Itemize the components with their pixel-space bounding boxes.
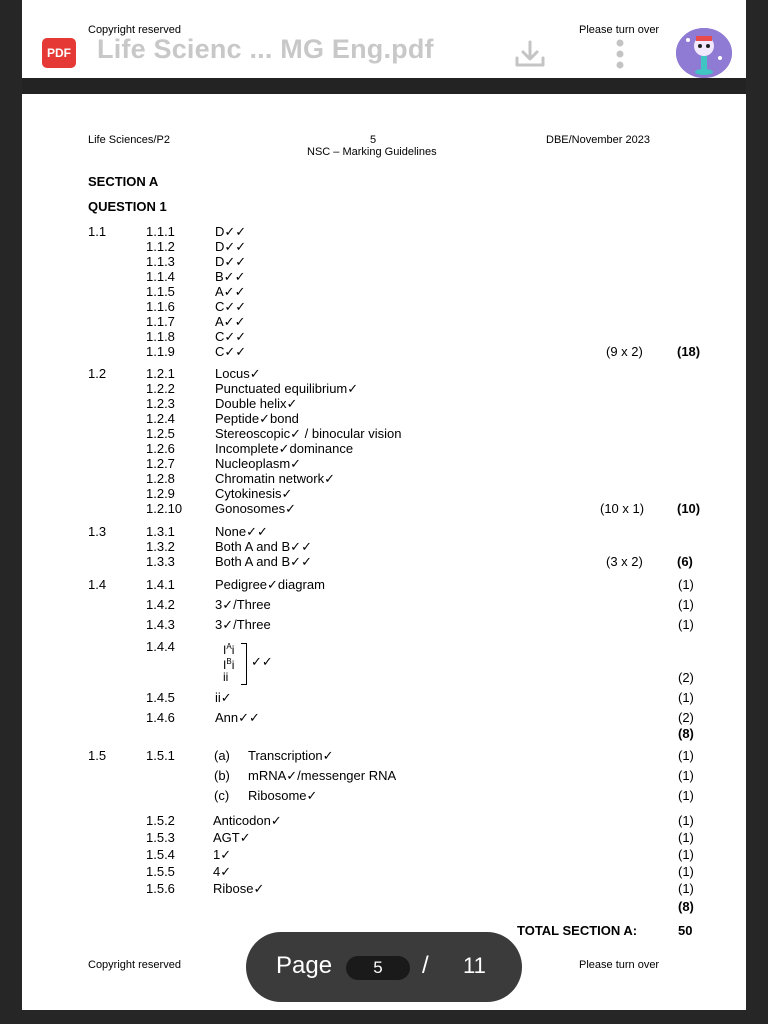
item-answer: None✓✓ (215, 524, 268, 539)
item-number: 1.3.3 (146, 554, 175, 569)
question-total: (8) (678, 726, 694, 741)
item-answer: C✓✓ (215, 329, 247, 344)
item-number: 1.3.2 (146, 539, 175, 554)
item-marks: (1) (678, 577, 694, 592)
marks-calculation: (10 x 1) (600, 501, 645, 516)
item-answer: D✓✓ (215, 239, 247, 254)
item-answer: Ribose✓ (213, 881, 265, 896)
item-answer: Chromatin network✓ (215, 471, 335, 486)
part-answer: Ribosome✓ (248, 788, 318, 803)
page-header-number: 5 (370, 134, 377, 146)
page-count: 11 (463, 953, 486, 978)
page-navigator (246, 932, 522, 1002)
item-number: 1.4.5 (146, 690, 175, 705)
section-title: SECTION A (88, 174, 159, 189)
question-total: (18) (677, 344, 701, 359)
item-answer: Gonosomes✓ (215, 501, 296, 516)
page-footer-left: Copyright reserved (88, 959, 181, 971)
item-answer: Cytokinesis✓ (215, 486, 293, 501)
item-marks: (1) (678, 830, 694, 845)
question-number: 1.5 (88, 748, 107, 763)
item-number: 1.2.3 (146, 396, 175, 411)
bottom-bar (0, 1010, 768, 1024)
part-answer: mRNA✓/messenger RNA (248, 768, 397, 783)
marks-calculation: (3 x 2) (606, 554, 643, 569)
item-marks: (2) (678, 670, 694, 685)
page-footer-right: Please turn over (579, 959, 660, 971)
item-number: 1.2.10 (146, 501, 183, 516)
item-answer: 4✓ (213, 864, 232, 879)
item-answer: C✓✓ (215, 299, 247, 314)
item-answer: Nucleoplasm✓ (215, 456, 302, 471)
page-header-subject: Life Sciences/P2 (88, 134, 170, 146)
item-marks: (1) (678, 690, 694, 705)
item-number: 1.2.1 (146, 366, 175, 381)
item-answer: B✓✓ (215, 269, 246, 284)
item-marks: (1) (678, 864, 694, 879)
item-answer: ii✓ (215, 690, 232, 705)
item-number: 1.1.4 (146, 269, 175, 284)
item-answer: Pedigree✓diagram (215, 577, 325, 592)
item-marks: (1) (678, 617, 694, 632)
genotype-ticks: ✓✓ (251, 654, 273, 669)
item-number: 1.2.9 (146, 486, 175, 501)
item-answer: Both A and B✓✓ (215, 539, 312, 554)
item-number: 1.4.4 (146, 639, 175, 654)
item-marks: (1) (678, 597, 694, 612)
more-vertical-icon (610, 38, 630, 70)
item-number: 1.5.6 (146, 881, 175, 896)
item-number: 1.5.3 (146, 830, 175, 845)
item-answer: 3✓/Three (215, 597, 271, 612)
item-number: 1.1.1 (146, 224, 175, 239)
item-answer: D✓✓ (215, 224, 247, 239)
marks-calculation: (9 x 2) (606, 344, 643, 359)
question-total: (6) (677, 554, 693, 569)
item-marks: (2) (678, 710, 694, 725)
genotype-3: ii (223, 670, 229, 684)
previous-page-footer-right: Please turn over (579, 24, 660, 36)
question-number: 1.4 (88, 577, 107, 592)
genotype-2: $I^Bi$ (223, 657, 235, 672)
item-number: 1.2.7 (146, 456, 175, 471)
document-page (22, 94, 746, 1010)
page-header-date: DBE/November 2023 (546, 134, 650, 146)
item-marks: (1) (678, 768, 694, 783)
item-answer: 3✓/Three (215, 617, 271, 632)
item-number: 1.2.4 (146, 411, 175, 426)
question-number: 1.3 (88, 524, 107, 539)
genotype-bracket (241, 643, 247, 685)
item-answer: Punctuated equilibrium✓ (215, 381, 359, 396)
item-number: 1.5.4 (146, 847, 175, 862)
page-header-title: NSC – Marking Guidelines (307, 146, 437, 158)
item-answer: Anticodon✓ (213, 813, 282, 828)
item-number: 1.5.1 (146, 748, 175, 763)
total-section-label: TOTAL SECTION A: (517, 923, 638, 938)
pdf-icon: PDF (42, 38, 76, 68)
genotype-1: $I^Ai$ (223, 642, 235, 657)
total-section-value: 50 (678, 923, 693, 938)
item-number: 1.5.2 (146, 813, 175, 828)
question-number: 1.1 (88, 224, 107, 239)
item-number: 1.3.1 (146, 524, 175, 539)
item-number: 1.1.7 (146, 314, 175, 329)
item-answer: D✓✓ (215, 254, 247, 269)
question-total: (8) (678, 899, 694, 914)
item-number: 1.4.3 (146, 617, 175, 632)
page-gap (22, 78, 746, 94)
question-total: (10) (677, 501, 701, 516)
page-number-input[interactable]: 5 (346, 956, 410, 980)
item-answer: A✓✓ (215, 284, 246, 299)
previous-page-footer-left: Copyright reserved (88, 24, 181, 36)
item-number: 1.2.5 (146, 426, 175, 441)
item-marks: (1) (678, 847, 694, 862)
item-number: 1.4.2 (146, 597, 175, 612)
document-title: Life Scienc ... MG Eng.pdf (97, 34, 434, 64)
item-number: 1.1.6 (146, 299, 175, 314)
item-number: 1.4.6 (146, 710, 175, 725)
item-answer: Peptide✓bond (215, 411, 299, 426)
part-label: (a) (214, 748, 230, 763)
part-label: (c) (214, 788, 230, 803)
avatar[interactable] (676, 28, 732, 78)
item-number: 1.5.5 (146, 864, 175, 879)
item-number: 1.1.9 (146, 344, 175, 359)
item-answer: Locus✓ (215, 366, 261, 381)
item-number: 1.2.8 (146, 471, 175, 486)
item-number: 1.2.6 (146, 441, 175, 456)
item-number: 1.4.1 (146, 577, 175, 592)
item-number: 1.1.5 (146, 284, 175, 299)
item-answer: Double helix✓ (215, 396, 298, 411)
page-separator: / (422, 952, 429, 979)
item-answer: 1✓ (213, 847, 232, 862)
item-answer: Incomplete✓dominance (215, 441, 354, 456)
item-number: 1.1.3 (146, 254, 175, 269)
item-answer: Ann✓✓ (215, 710, 260, 725)
item-number: 1.1.8 (146, 329, 175, 344)
avatar-image (676, 28, 732, 78)
part-label: (b) (214, 768, 230, 783)
item-answer: Stereoscopic✓ / binocular vision (215, 426, 402, 441)
item-marks: (1) (678, 813, 694, 828)
item-marks: (1) (678, 788, 694, 803)
part-answer: Transcription✓ (248, 748, 334, 763)
download-button[interactable] (512, 38, 548, 70)
page-label: Page (276, 952, 333, 979)
item-number: 1.1.2 (146, 239, 175, 254)
viewer-toolbar (22, 0, 746, 78)
item-answer: A✓✓ (215, 314, 246, 329)
item-answer: Both A and B✓✓ (215, 554, 312, 569)
item-answer: AGT✓ (213, 830, 251, 845)
question-number: 1.2 (88, 366, 107, 381)
more-options-button[interactable] (610, 38, 630, 70)
item-number: 1.2.2 (146, 381, 175, 396)
item-marks: (1) (678, 881, 694, 896)
item-answer: C✓✓ (215, 344, 247, 359)
item-marks: (1) (678, 748, 694, 763)
question-title: QUESTION 1 (88, 199, 167, 214)
download-icon (512, 38, 548, 70)
